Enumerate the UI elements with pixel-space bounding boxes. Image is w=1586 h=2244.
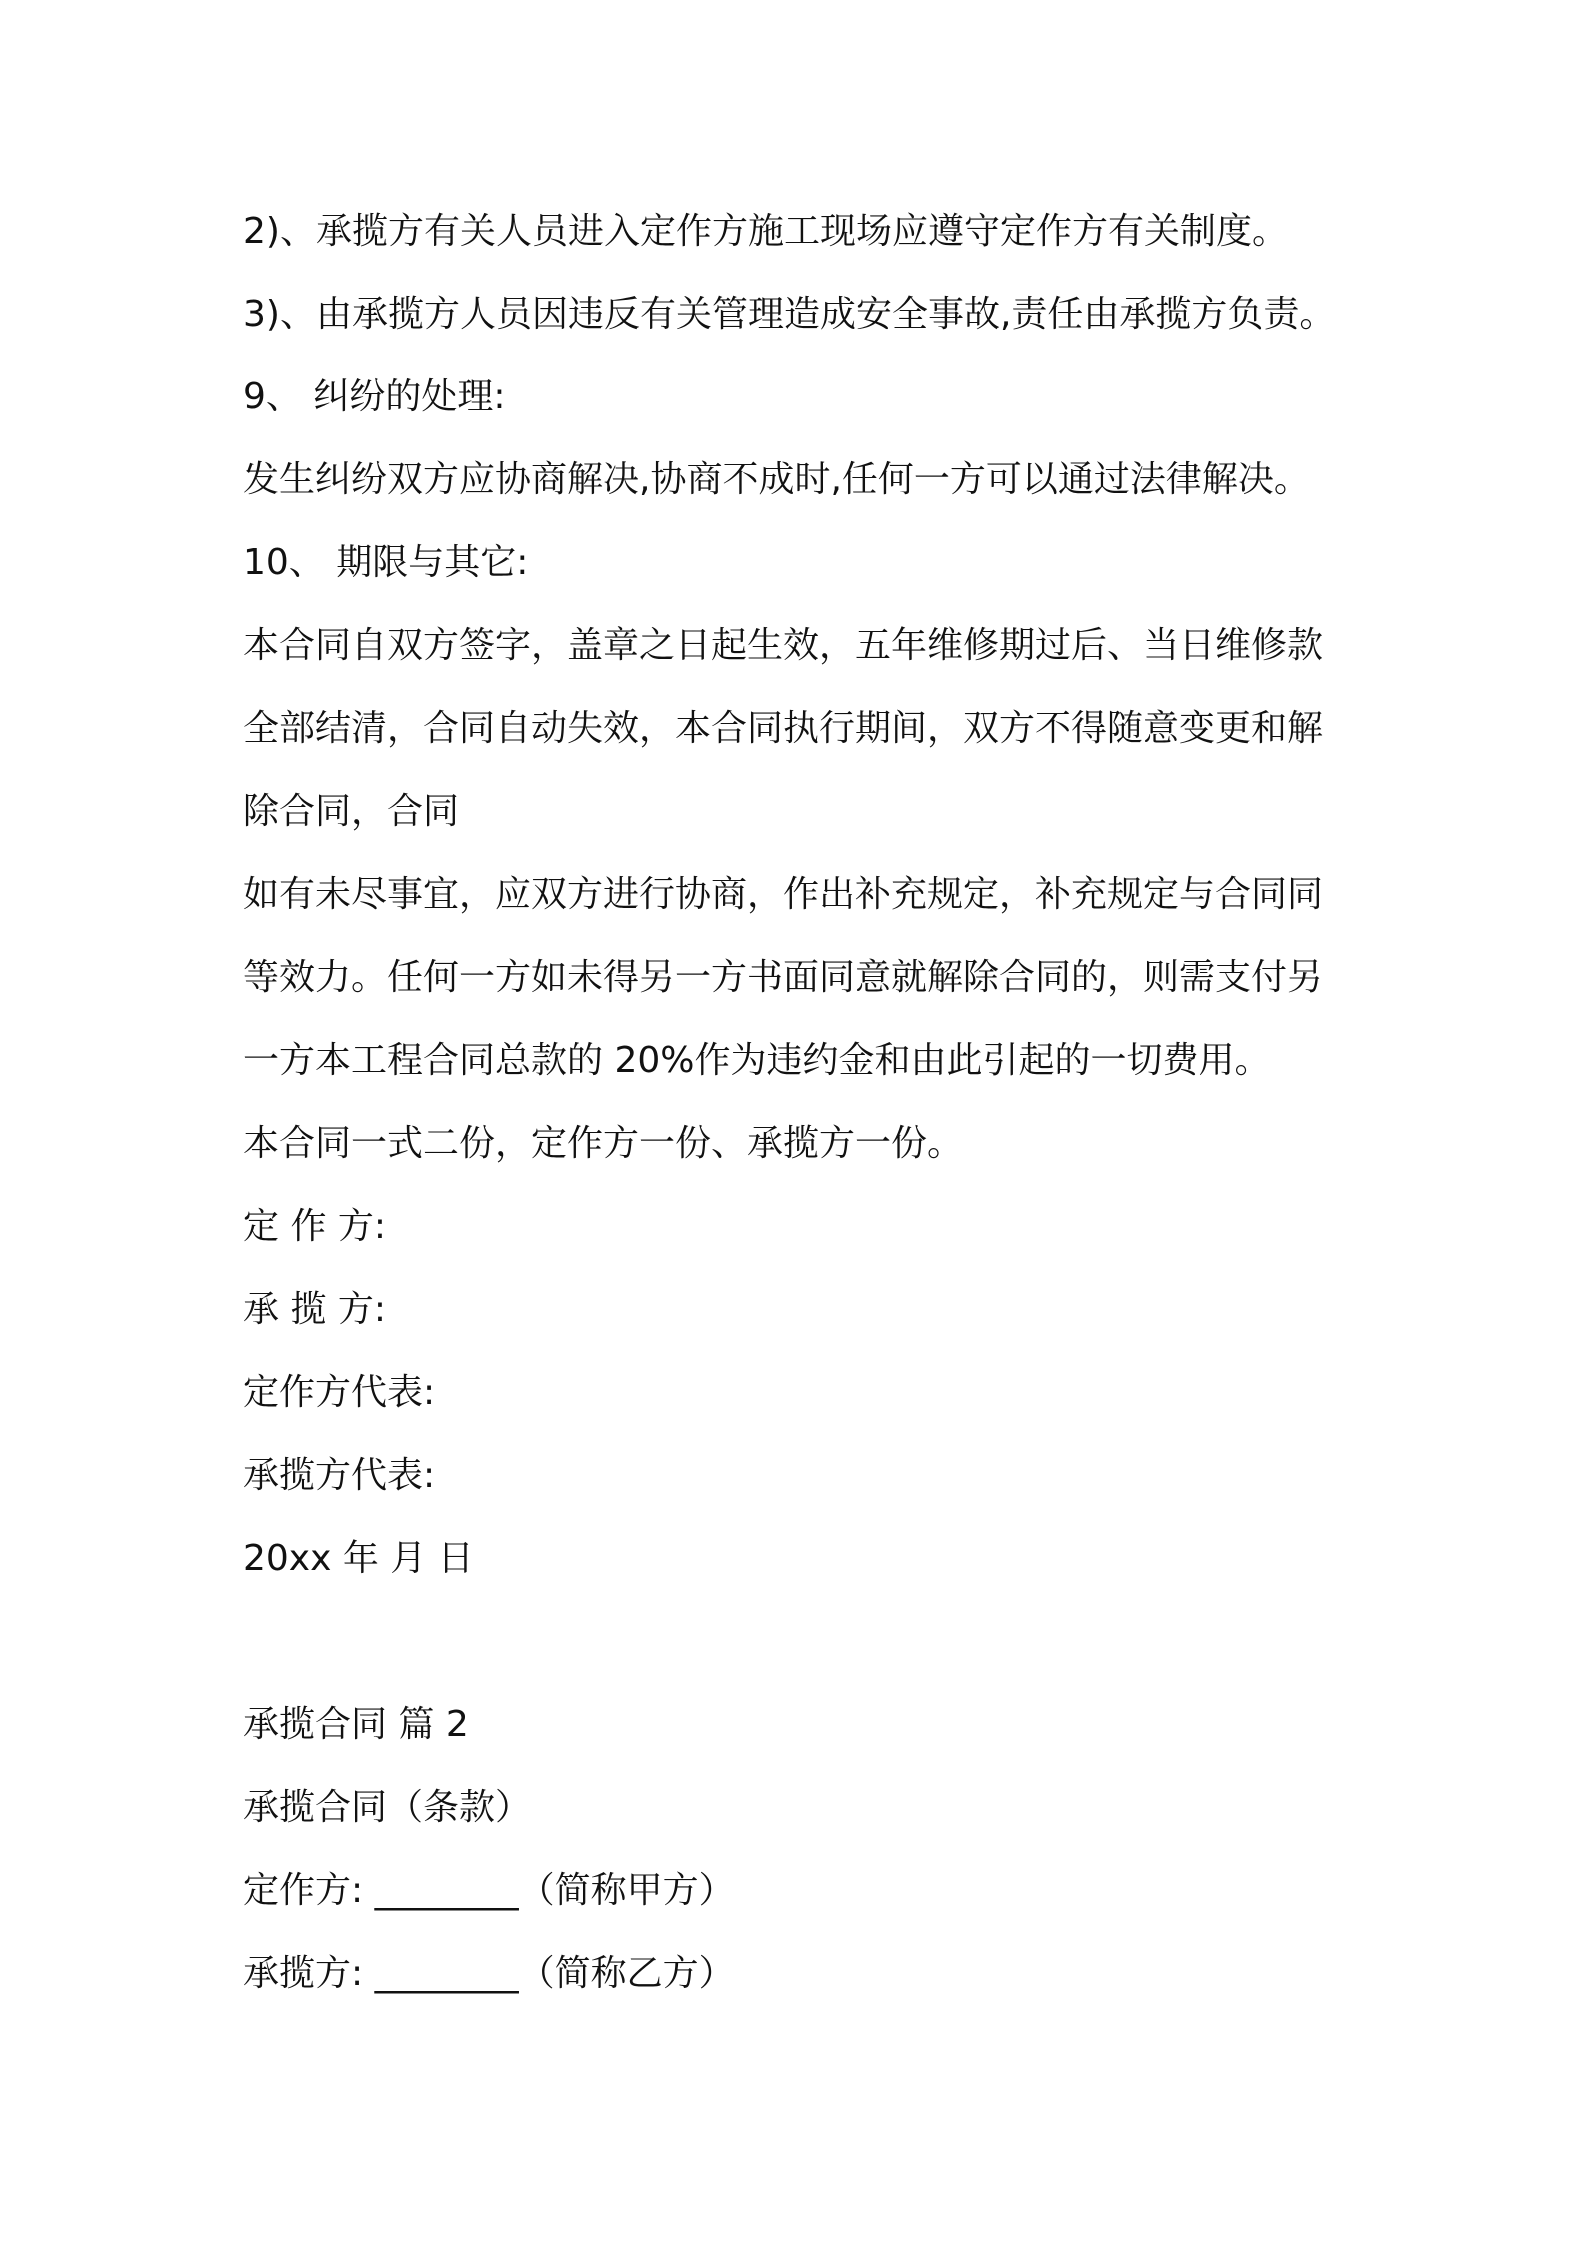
section-2-subtitle: 承揽合同（条款）	[243, 1787, 532, 1828]
supplement-line-3: 一方本工程合同总款的 20%作为违约金和由此引起的一切费用。	[243, 1040, 1271, 1081]
signature-orderer-rep: 定作方代表:	[243, 1372, 436, 1413]
clause-9-heading: 9、 纠纷的处理:	[243, 376, 506, 417]
clause-10-heading: 10、 期限与其它:	[243, 542, 529, 583]
copies-statement: 本合同一式二份，定作方一份、承揽方一份。	[243, 1123, 964, 1164]
clause-8-item-3: 3)、由承揽方人员因违反有关管理造成安全事故,责任由承揽方负责。	[243, 294, 1336, 335]
clause-10-body-line-1: 本合同自双方签字，盖章之日起生效，五年维修期过后、当日维修款	[243, 625, 1324, 666]
clause-8-item-2: 2)、承揽方有关人员进入定作方施工现场应遵守定作方有关制度。	[243, 211, 1288, 252]
clause-9-body: 发生纠纷双方应协商解决,协商不成时,任何一方可以通过法律解决。	[243, 459, 1310, 500]
signature-orderer: 定 作 方:	[243, 1206, 387, 1247]
signature-date: 20xx 年 月 日	[243, 1538, 474, 1579]
section-2-title: 承揽合同 篇 2	[243, 1704, 469, 1745]
signature-contractor: 承 揽 方:	[243, 1289, 387, 1330]
signature-contractor-rep: 承揽方代表:	[243, 1455, 436, 1496]
clause-10-body-line-2: 全部结清，合同自动失效，本合同执行期间，双方不得随意变更和解	[243, 708, 1324, 749]
clause-10-body-line-3: 除合同，合同	[243, 791, 460, 832]
supplement-line-2: 等效力。任何一方如未得另一方书面同意就解除合同的，则需支付另	[243, 957, 1324, 998]
supplement-line-1: 如有未尽事宜，应双方进行协商，作出补充规定，补充规定与合同同	[243, 874, 1324, 915]
party-a-line: 定作方: ________（简称甲方）	[243, 1870, 735, 1911]
party-b-line: 承揽方: ________（简称乙方）	[243, 1953, 735, 1994]
